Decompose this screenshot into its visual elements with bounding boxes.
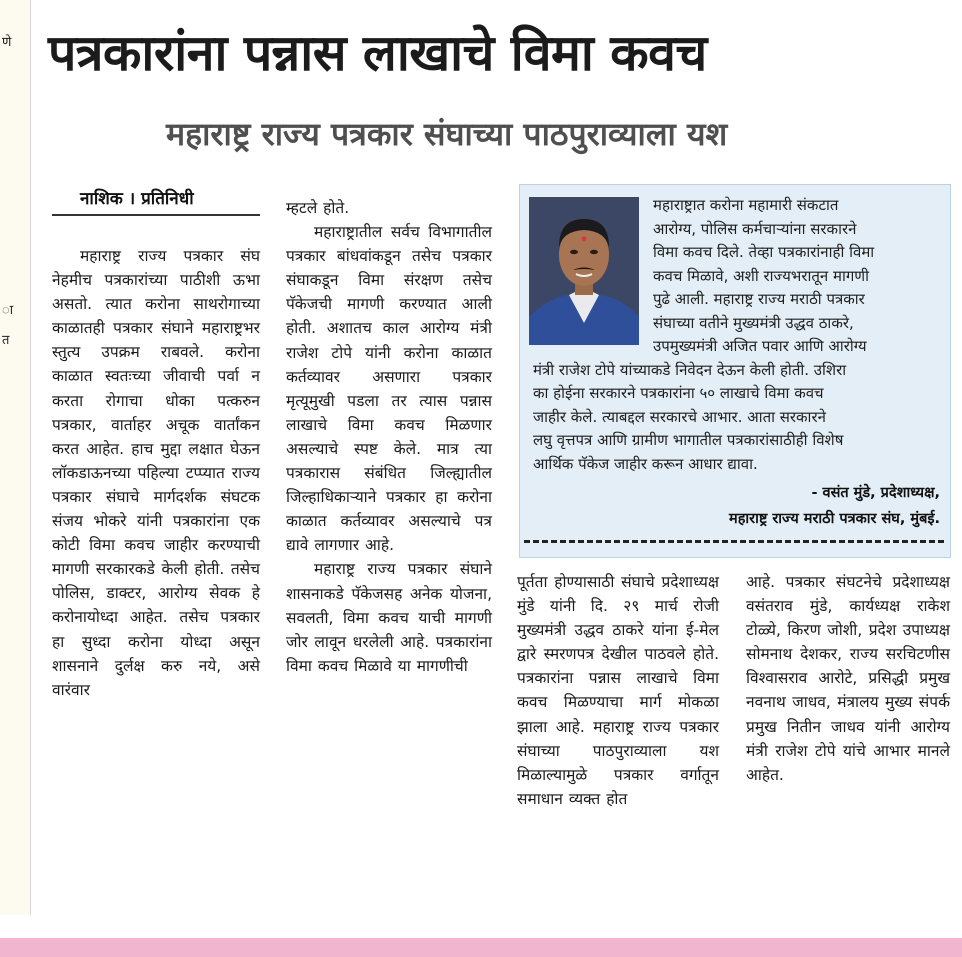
page-margin <box>0 915 962 938</box>
article-column-2 <box>286 196 492 678</box>
paragraph: महाराष्ट्र राज्य पत्रकार संघाने शासनाकडे पॅकेजसह अनेक योजना, सवलती, विमा कवच याची मागणी जोर लावून धरलेली आहे. पत्रकारांना विमा कवच मिळावे या मागणीची <box>286 560 492 675</box>
article-column-1 <box>52 244 260 702</box>
quote-signature: - वसंत मुंडे, प्रदेशाध्यक्ष, <box>811 485 940 501</box>
bottom-color-band <box>0 938 962 957</box>
quote-organization: महाराष्ट्र राज्य मराठी पत्रकार संघ, मुंबई. <box>729 511 940 527</box>
dateline-divider <box>52 214 260 216</box>
quote-line: पुढे आली. महाराष्ट्र राज्य मराठी पत्रकार <box>653 290 865 308</box>
dateline: नाशिक । प्रतिनिधी <box>80 189 194 209</box>
headline: पत्रकारांना पन्नास लाखाचे विमा कवच <box>48 24 707 82</box>
paragraph: आहे. पत्रकार संघटनेचे प्रदेशाध्यक्ष वसंतराव मुंडे, कार्यध्यक्ष राकेश टोळ्ये, किरण जोशी, प्रदेश उपाध्यक्ष सोमनाथ देशकर, राज्य सरचिटणीस विश्वासराव आरोटे, प्रसिद्धी प्रमुख नवनाथ जाधव, मंत्रालय मुख्य संपर्क प्रमुख नितीन जाधव यांनी आरोग्य मंत्री राजेश टोपे यांचे आभार मानले आहेत. <box>746 573 950 784</box>
quote-line: उपमुख्यमंत्री अजित पवार आणि आरोग्य <box>653 337 867 355</box>
quote-line: जाहीर केले. त्याबद्दल सरकारचे आभार. आता सरकारने <box>533 407 826 426</box>
quote-line: आर्थिक पॅकेज जाहीर करून आधार द्यावा. <box>533 454 758 473</box>
edge-fragment: णे <box>2 35 12 50</box>
subheadline: महाराष्ट्र राज्य पत्रकार संघाच्या पाठपुराव्याला यश <box>166 115 728 153</box>
quote-attribution <box>540 480 940 532</box>
quote-line: विमा कवच दिले. तेव्हा पत्रकारांनाही विमा <box>653 243 875 261</box>
quote-divider <box>524 540 944 543</box>
article-column-3 <box>517 570 719 811</box>
paragraph: म्हटले होते. <box>286 199 350 217</box>
quote-line: लघु वृत्तपत्र आणि ग्रामीण भागातील पत्रकारांसाठीही विशेष <box>533 431 844 449</box>
paragraph: महाराष्ट्र राज्य पत्रकार संघ नेहमीच पत्रकारांच्या पाठीशी ऊभा असतो. त्यात करोना साथरोगाच्या काळातही पत्रकार संघाने महाराष्ट्रभर स्तुत्य उपक्रम राबवले. करोना काळात स्वतःच्या जीवाची पर्वा न करता रोगाचा धोका पत्करुन पत्रकार, वार्ताहर अचूक वार्तांकन करत आहेत. हाच मुद्दा लक्षात घेऊन लॉकडाऊनच्या पहिल्या टप्प्यात राज्य पत्रकार संघाचे मार्गदर्शक संघटक संजय भोकरे यांनी पत्रकारांना एक कोटी विमा कवच जाहीर करण्याची मागणी सरकारकडे केली होती. तसेच पोलिस, डाक्टर, आरोग्य सेवक हे करोनायोध्दा आहेत. तसेच पत्रकार हा सुध्दा करोना योध्दा असून शासनाने दुर्लक्ष करु नये, असे वारंवार <box>52 247 260 699</box>
edge-fragment: त <box>2 333 10 348</box>
paragraph: पूर्तता होण्यासाठी संघाचे प्रदेशाध्यक्ष मुंडे यांनी दि. २९ मार्च रोजी मुख्यमंत्री उद्धव ठाकरे यांना ई-मेल द्वारे स्मरणपत्र देखील पाठवले होते. पत्रकारांना पन्नास लाखाचे विमा कवच मिळण्याचा मार्ग मोकळा झाला आहे. महाराष्ट्र राज्य पत्रकार संघाच्या पाठपुराव्याला यश मिळाल्यामुळे पत्रकार वर्गातून समाधान व्यक्त होत <box>517 573 719 808</box>
edge-fragment: ा <box>2 303 14 318</box>
adjacent-article-edge <box>0 0 31 915</box>
quote-line: कवच मिळावे, अशी राज्यभरातून मागणी <box>653 266 870 285</box>
quote-line: मंत्री राजेश टोपे यांच्याकडे निवेदन देऊन केली होती. उशिरा <box>533 360 847 379</box>
paragraph: महाराष्ट्रातील सर्वच विभागातील पत्रकार बांधवांकडून तसेच पत्रकार संघाकडून विमा संरक्षण तसेच पॅकेजची मागणी करण्यात आली होती. अशातच काल आरोग्य मंत्री राजेश टोपे यांनी करोना काळात कर्तव्यावर असणारा पत्रकार मृत्यूमुखी पडला तर त्यास पन्नास लाखाचे विमा कवच मिळणार असल्याचे स्पष्ट केले. मात्र त्या पत्रकारास संबंधित जिल्ह्यातील जिल्हाधिकाऱ्याने पत्रकार हा करोना काळात कर्तव्यावर असल्याचे पत्र द्यावे लागणार आहे. <box>286 223 492 555</box>
quote-line: का होईना सरकारने पत्रकारांना ५० लाखाचे विमा कवच <box>533 384 824 402</box>
quote-line: आरोग्य, पोलिस कर्मचाऱ्यांना सरकारने <box>653 219 857 238</box>
quote-line: महाराष्ट्रात करोना महामारी संकटात <box>653 196 839 214</box>
quote-text <box>533 194 943 476</box>
article-column-4 <box>746 570 950 787</box>
quote-line: संघाच्या वतीने मुख्यमंत्री उद्धव ठाकरे, <box>653 313 854 332</box>
